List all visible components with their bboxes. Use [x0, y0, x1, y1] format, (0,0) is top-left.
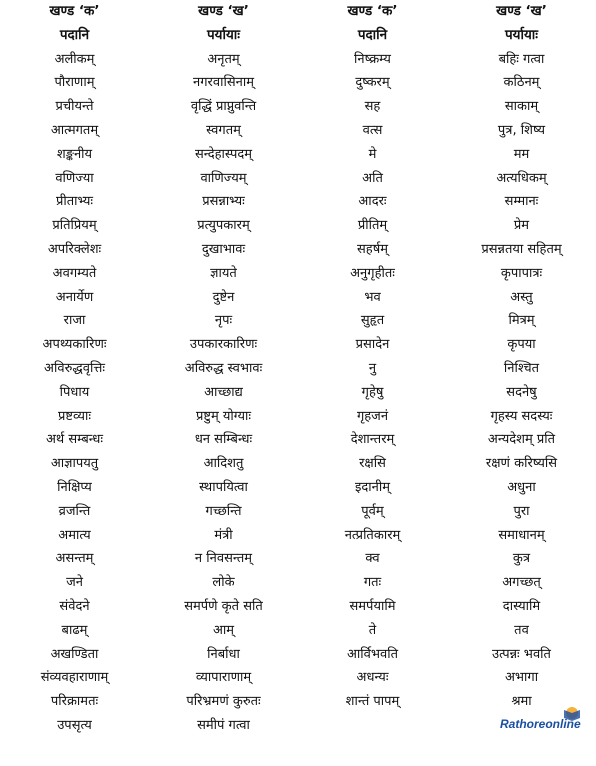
synonym-cell: परिभ्रमणं कुरुतः [186, 694, 261, 710]
word-cell: असन्तम् [55, 551, 94, 567]
synonym-cell: अभागा [504, 670, 539, 686]
synonym-cell: अविरुद्ध स्वभावः [184, 360, 263, 376]
synonym-cell: साकाम् [504, 99, 539, 115]
word-cell: वणिज्या [55, 170, 94, 186]
watermark-logo [498, 704, 594, 734]
synonym-cell: निर्बाधा [207, 646, 240, 662]
synonym-cell: दुखाभावः [201, 241, 246, 257]
word-cell: भव [364, 289, 381, 305]
word-cell: निक्षिप्य [57, 479, 92, 495]
column-subheader: पदानि [357, 26, 388, 43]
word-cell: अविरुद्धवृत्तिः [44, 360, 105, 376]
synonym-cell: कुत्र [512, 551, 531, 567]
synonym-cell: कठिनम् [503, 75, 540, 91]
word-cell: अति [362, 170, 383, 186]
word-cell: उपसृत्य [57, 717, 92, 733]
word-cell: अखण्डिता [50, 646, 99, 662]
synonym-cell: गच्छन्ति [205, 503, 242, 519]
column-header: खण्ड ‘क’ [347, 3, 398, 19]
synonym-cell: सन्देहास्पदम् [194, 146, 253, 162]
word-cell: अनुगृहीतः [350, 265, 395, 281]
synonym-cell: अन्यदेशम् प्रति [487, 432, 556, 448]
word-cell: अपरिक्लेशः [47, 241, 102, 257]
synonym-cell: नृपः [214, 313, 233, 329]
synonym-cell: समीपं गत्वा [197, 717, 250, 733]
synonym-cell: मम [513, 146, 530, 162]
synonym-cell: लोके [212, 575, 235, 591]
synonym-cell: निश्चित [503, 360, 540, 376]
synonym-cell: श्रमा [511, 694, 532, 710]
synonym-cell: आदिशतु [203, 456, 244, 472]
word-cell: अधन्यः [356, 670, 389, 686]
synonym-cell: वृद्धिं प्राप्नुवन्ति [190, 99, 257, 115]
synonym-cell: स्थापयित्वा [199, 479, 248, 495]
word-cell: अवगम्यते [52, 265, 97, 281]
synonym-cell: समाधानम् [498, 527, 545, 543]
column-header: खण्ड ‘ख’ [198, 3, 249, 19]
watermark-text: Rathoreonline [500, 717, 581, 731]
word-cell: समर्पयामि [349, 598, 396, 614]
word-cell: सह [364, 99, 381, 115]
synonym-cell: गृहस्य सदस्यः [490, 408, 553, 424]
word-cell: बाढम् [61, 622, 88, 638]
synonym-cell: कृपापात्रः [500, 265, 543, 281]
word-cell: क्व [365, 551, 380, 567]
word-cell: शान्तं पापम् [345, 694, 400, 710]
synonym-cell: न निवसन्तम् [194, 551, 253, 567]
synonym-cell: अनृतम् [207, 51, 240, 67]
column-header: खण्ड ‘क’ [49, 3, 100, 19]
word-cell: अपथ्यकारिणः [42, 337, 107, 353]
word-cell: प्रीतिम् [357, 218, 388, 234]
synonym-cell: दास्यामि [502, 598, 541, 614]
synonym-cell: बहिः गत्वा [498, 51, 545, 67]
synonym-cell: पुत्र, शिष्य [497, 122, 546, 138]
word-cell: निष्क्रम्य [354, 51, 391, 67]
synonym-cell: तव [514, 622, 529, 638]
word-cell: संवेदने [59, 598, 90, 614]
word-cell: आदरः [358, 194, 387, 210]
synonym-cell: उपकारकारिणः [189, 337, 258, 353]
word-cell: आत्मगतम् [50, 122, 99, 138]
word-cell: गृहेषु [361, 384, 384, 400]
word-cell: अनार्येण [55, 289, 94, 305]
synonym-cell: आच्छाद्य [204, 384, 243, 400]
synonym-cell: वाणिज्यम् [200, 170, 247, 186]
word-cell: पूर्वम् [361, 503, 384, 519]
column-subheader: पर्यायाः [206, 26, 241, 43]
synonym-cell: प्रसन्नाभ्यः [202, 194, 245, 210]
synonym-cell: सम्मानः [504, 194, 539, 210]
word-cell: वत्स [362, 122, 383, 138]
word-cell: आज्ञापयतु [50, 456, 99, 472]
synonym-cell: प्रेम [513, 218, 530, 234]
synonym-cell: अगच्छत् [502, 575, 541, 591]
word-cell: शङ्कनीय [56, 146, 93, 162]
column-header: खण्ड ‘ख’ [496, 3, 547, 19]
word-cell: मे [368, 146, 377, 162]
word-cell: ते [368, 622, 377, 638]
synonym-cell: प्रसन्नतया सहितम् [481, 241, 562, 257]
word-cell: प्रतिप्रियम् [52, 218, 97, 234]
word-cell: सुहृत [360, 313, 385, 329]
column-subheader: पर्यायाः [504, 26, 539, 43]
word-cell [298, 714, 447, 738]
word-cell: जने [66, 575, 83, 591]
word-cell: नु [368, 360, 377, 376]
word-cell: सहर्षम् [357, 241, 388, 257]
word-cell: प्रीताभ्यः [55, 194, 94, 210]
synonym-cell: समर्पणे कृते सति [184, 598, 263, 614]
word-cell: अर्थ सम्बन्धः [45, 432, 104, 448]
synonym-cell: नगरवासिनाम् [193, 75, 254, 91]
synonym-cell: प्रष्टुम् योग्याः [196, 408, 251, 424]
synonym-cell: ज्ञायते [210, 265, 237, 281]
word-cell: राजा [63, 313, 86, 329]
word-cell: देशान्तरम् [350, 432, 395, 448]
word-cell: पिधाय [59, 384, 90, 400]
synonym-cell: कृपया [507, 337, 536, 353]
synonym-cell: अत्यधिकम् [496, 170, 547, 186]
synonym-cell: अस्तु [510, 289, 533, 305]
synonym-cell: अधुना [507, 479, 536, 495]
synonym-cell: व्यापाराणाम् [195, 670, 252, 686]
word-cell: परिक्रामतः [50, 694, 99, 710]
synonym-cell: रक्षणं करिष्यसि [485, 456, 558, 472]
word-cell: अलीकम् [54, 51, 95, 67]
word-cell: प्रष्टव्याः [58, 408, 91, 424]
word-cell: नत्प्रतिकारम् [344, 527, 401, 543]
synonym-cell: प्रत्युपकारम् [197, 218, 250, 234]
word-cell: इदानीम् [354, 479, 390, 495]
word-cell: दुष्करम् [355, 75, 390, 91]
synonym-cell: स्वगतम् [206, 122, 241, 138]
word-cell: व्रजन्ति [58, 503, 91, 519]
word-cell: आर्विभवति [346, 646, 399, 662]
word-cell: संव्यवहाराणाम् [40, 670, 109, 686]
synonym-cell: सदनेषु [506, 384, 537, 400]
column-subheader: पदानि [59, 26, 90, 43]
synonym-cell: मंत्री [214, 527, 233, 543]
synonym-cell: पुरा [513, 503, 530, 519]
word-cell: अमात्य [58, 527, 91, 543]
word-cell: पौराणाम् [54, 75, 95, 91]
word-cell: प्रचीयन्ते [55, 99, 94, 115]
word-cell: गतः [363, 575, 382, 591]
synonym-cell: धन सम्बिन्धः [194, 432, 253, 448]
synonym-cell: उत्पन्नः भवति [492, 646, 551, 662]
synonym-cell: मित्रम् [508, 313, 535, 329]
word-cell: गृहजनं [356, 408, 389, 424]
word-cell: प्रसादेन [355, 337, 390, 353]
synonym-cell: आम् [212, 622, 235, 638]
word-cell: रक्षसि [359, 456, 386, 472]
synonym-cell: दुष्टेन [212, 289, 235, 305]
